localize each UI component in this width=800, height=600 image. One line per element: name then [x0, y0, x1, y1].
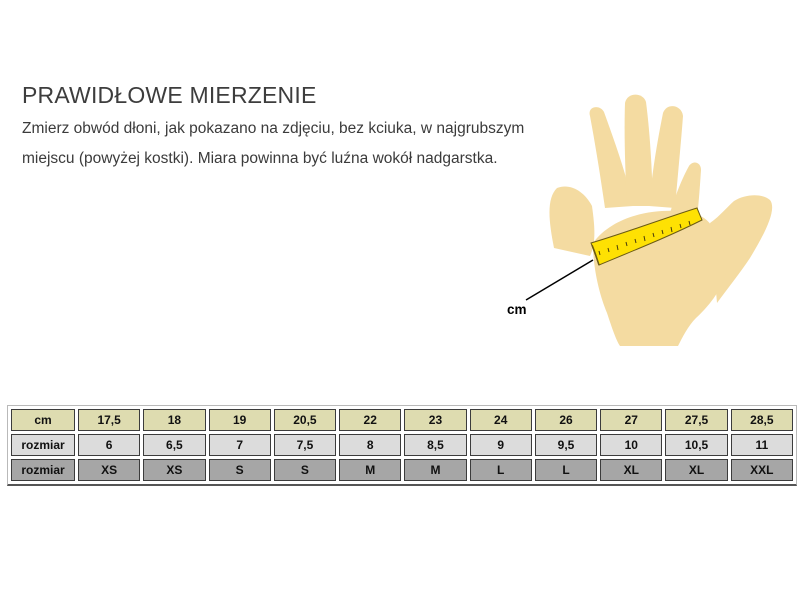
- letter-size-cell: XXL: [731, 459, 793, 481]
- numeric-size-cell: 9: [470, 434, 532, 456]
- letter-size-cell: L: [470, 459, 532, 481]
- measurement-instructions: [22, 114, 562, 174]
- numeric-size-cell: 10: [600, 434, 662, 456]
- row-label-rozmiar: rozmiar: [11, 459, 75, 481]
- table-row-cm: [11, 409, 793, 431]
- numeric-size-cell: 7,5: [274, 434, 336, 456]
- row-label-rozmiar: rozmiar: [11, 434, 75, 456]
- cm-value-cell: 28,5: [731, 409, 793, 431]
- letter-size-cell: XS: [78, 459, 140, 481]
- table-row-numeric-size: [11, 434, 793, 456]
- cm-value-cell: 18: [143, 409, 205, 431]
- letter-size-cell: S: [209, 459, 271, 481]
- size-chart-table: [7, 405, 797, 486]
- letter-size-cell: M: [339, 459, 401, 481]
- cm-value-cell: 22: [339, 409, 401, 431]
- cm-value-cell: 27: [600, 409, 662, 431]
- numeric-size-cell: 9,5: [535, 434, 597, 456]
- numeric-size-cell: 10,5: [665, 434, 727, 456]
- page-title: PRAWIDŁOWE MIERZENIE: [22, 82, 317, 108]
- letter-size-cell: XL: [665, 459, 727, 481]
- letter-size-cell: S: [274, 459, 336, 481]
- cm-value-cell: 19: [209, 409, 271, 431]
- instruction-line-1: Zmierz obwód dłoni, jak pokazano na zdjęciu, bez kciuka, w najgrubszym: [22, 120, 525, 137]
- hand-measurement-illustration: [500, 88, 800, 348]
- letter-size-cell: L: [535, 459, 597, 481]
- cm-value-cell: 20,5: [274, 409, 336, 431]
- instruction-line-2: miejscu (powyżej kostki). Miara powinna być luźna wokół nadgarstka.: [22, 150, 498, 167]
- numeric-size-cell: 6,5: [143, 434, 205, 456]
- numeric-size-cell: 7: [209, 434, 271, 456]
- letter-size-cell: XS: [143, 459, 205, 481]
- cm-value-cell: 27,5: [665, 409, 727, 431]
- numeric-size-cell: 11: [731, 434, 793, 456]
- table-row-letter-size: [11, 459, 793, 481]
- cm-value-cell: 24: [470, 409, 532, 431]
- measure-unit-label: cm: [507, 302, 527, 317]
- cm-value-cell: 23: [404, 409, 466, 431]
- numeric-size-cell: 8: [339, 434, 401, 456]
- numeric-size-cell: 8,5: [404, 434, 466, 456]
- numeric-size-cell: 6: [78, 434, 140, 456]
- letter-size-cell: M: [404, 459, 466, 481]
- measure-pointer-line: [526, 260, 593, 300]
- cm-value-cell: 26: [535, 409, 597, 431]
- cm-value-cell: 17,5: [78, 409, 140, 431]
- letter-size-cell: XL: [600, 459, 662, 481]
- row-label-cm: cm: [11, 409, 75, 431]
